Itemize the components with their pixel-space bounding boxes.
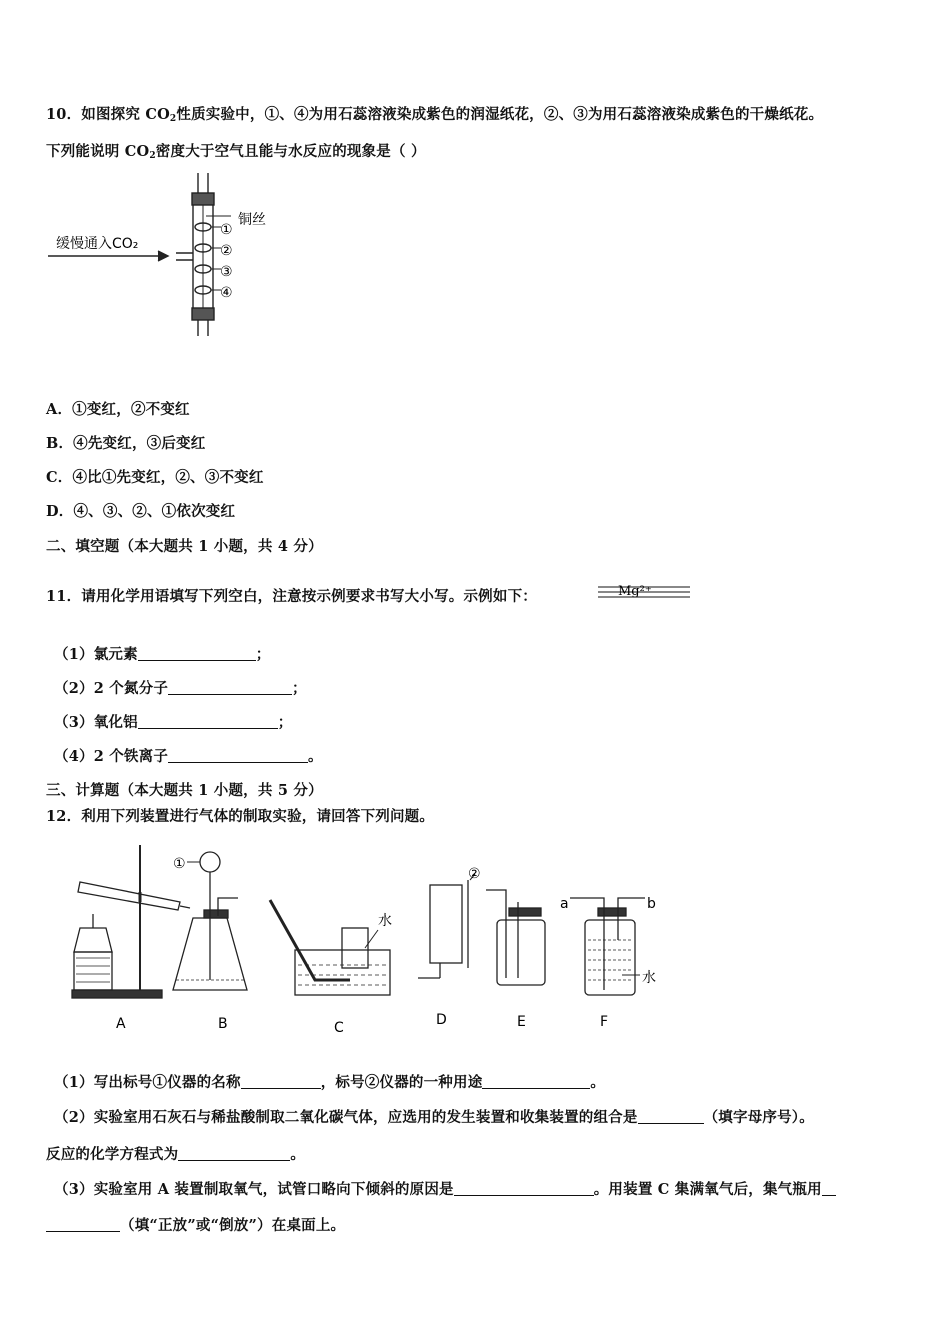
q12-part-1 (54, 1071, 605, 1092)
mark-2: ② (468, 866, 481, 882)
q10-stem-line1 (46, 103, 823, 124)
apparatus-f-label: F (600, 1014, 609, 1030)
q10-text: 10．如图探究 CO (46, 106, 170, 123)
mark-2: ② (220, 243, 233, 259)
q12-part-3 (54, 1178, 836, 1199)
q12-text: （2）实验室用石灰石与稀盐酸制取二氧化碳气体，应选用的发生装置和收集装置的组合是 (54, 1109, 638, 1126)
q10-stem-line2 (46, 140, 426, 161)
q12-part-3-line2 (46, 1214, 345, 1235)
q11-item-label: （4）2 个铁离子 (54, 748, 169, 765)
q11-stem: 11．请用化学用语填写下列空白，注意按示例要求书写大小写。示例如下： (46, 588, 537, 605)
q11-item-3 (54, 711, 293, 732)
q10-option-d: D．④、③、②、①依次变红 (46, 503, 236, 520)
mark-1: ① (220, 222, 233, 238)
q12-text: （1）写出标号①仪器的名称 (54, 1074, 241, 1091)
q12-text: （填字母序号）。 (703, 1109, 814, 1126)
answer-blank[interactable] (138, 714, 278, 729)
q10-text: 下列能说明 CO (46, 143, 150, 160)
q10-option-b: B．④先变红，③后变红 (46, 435, 206, 452)
apparatus-c-label: C (334, 1020, 344, 1036)
answer-blank[interactable] (241, 1074, 321, 1089)
apparatus-d-label: D (436, 1012, 447, 1028)
answer-blank[interactable] (168, 680, 292, 695)
q11-item-1 (54, 643, 271, 664)
punct: ； (292, 680, 307, 697)
gas-inlet-label: 缓慢通入CO₂ (56, 236, 139, 252)
answer-blank[interactable] (822, 1181, 836, 1196)
answer-blank[interactable] (168, 748, 308, 763)
apparatus-a-label: A (116, 1016, 126, 1032)
mark-1: ① (173, 856, 186, 872)
copper-wire-label: 铜丝 (238, 212, 266, 228)
answer-blank[interactable] (454, 1181, 594, 1196)
q12-stem: 12．利用下列装置进行气体的制取实验，请回答下列问题。 (46, 808, 435, 825)
mark-4: ④ (220, 285, 233, 301)
q11-item-label: （1）氯元素 (54, 646, 138, 663)
punct: 。 (290, 1146, 306, 1163)
q12-part-2-line2 (46, 1143, 305, 1164)
section-2-heading: 二、填空题（本大题共 1 小题，共 4 分） (46, 538, 323, 555)
apparatus-b-label: B (218, 1016, 228, 1032)
q12-text: ，标号②仪器的一种用途 (320, 1074, 483, 1091)
example-formula (598, 580, 690, 602)
q10-option-c: C．④比①先变红，②、③不变红 (46, 469, 264, 486)
subscript: 2 (169, 114, 177, 124)
q10-text: 密度大于空气且能与水反应的现象是（ ） (155, 143, 426, 160)
q10-option-a: A．①变红，②不变红 (46, 401, 190, 418)
water-label-f: 水 (642, 970, 656, 986)
example-formula-text: Mg²⁺ (618, 584, 652, 599)
q11-item-label: （3）氧化铝 (54, 714, 138, 731)
answer-blank[interactable] (638, 1109, 704, 1124)
punct: ； (255, 646, 271, 663)
answer-blank[interactable] (482, 1074, 590, 1089)
co2-tube-figure (46, 168, 306, 338)
water-label-c: 水 (378, 913, 392, 929)
punct: 。 (308, 748, 323, 765)
q12-text: 反应的化学方程式为 (46, 1146, 179, 1163)
punct: ； (277, 714, 293, 731)
answer-blank[interactable] (178, 1146, 290, 1161)
q11-item-2 (54, 677, 307, 698)
punct: 。 (590, 1074, 606, 1091)
q12-text: 。用装置 C 集满氧气后，集气瓶用 (593, 1181, 822, 1198)
port-b-label: b (647, 896, 656, 912)
answer-blank[interactable] (46, 1217, 120, 1232)
gas-apparatus-figure (60, 840, 680, 1040)
q12-text: （填“正放”或“倒放”）在桌面上。 (120, 1217, 346, 1234)
q12-text: （3）实验室用 A 装置制取氧气，试管口略向下倾斜的原因是 (54, 1181, 454, 1198)
apparatus-e-label: E (517, 1014, 526, 1030)
section-3-heading: 三、计算题（本大题共 1 小题，共 5 分） (46, 782, 323, 799)
subscript: 2 (149, 151, 156, 161)
answer-blank[interactable] (138, 646, 256, 661)
q12-part-2 (54, 1106, 814, 1127)
q10-text: 性质实验中，①、④为用石蕊溶液染成紫色的润湿纸花，②、③为用石蕊溶液染成紫色的干燥纸花。 (176, 106, 824, 123)
mark-3: ③ (220, 264, 233, 280)
port-a-label: a (560, 896, 569, 912)
q11-item-4 (54, 745, 323, 766)
q11-item-label: （2）2 个氮分子 (54, 680, 169, 697)
